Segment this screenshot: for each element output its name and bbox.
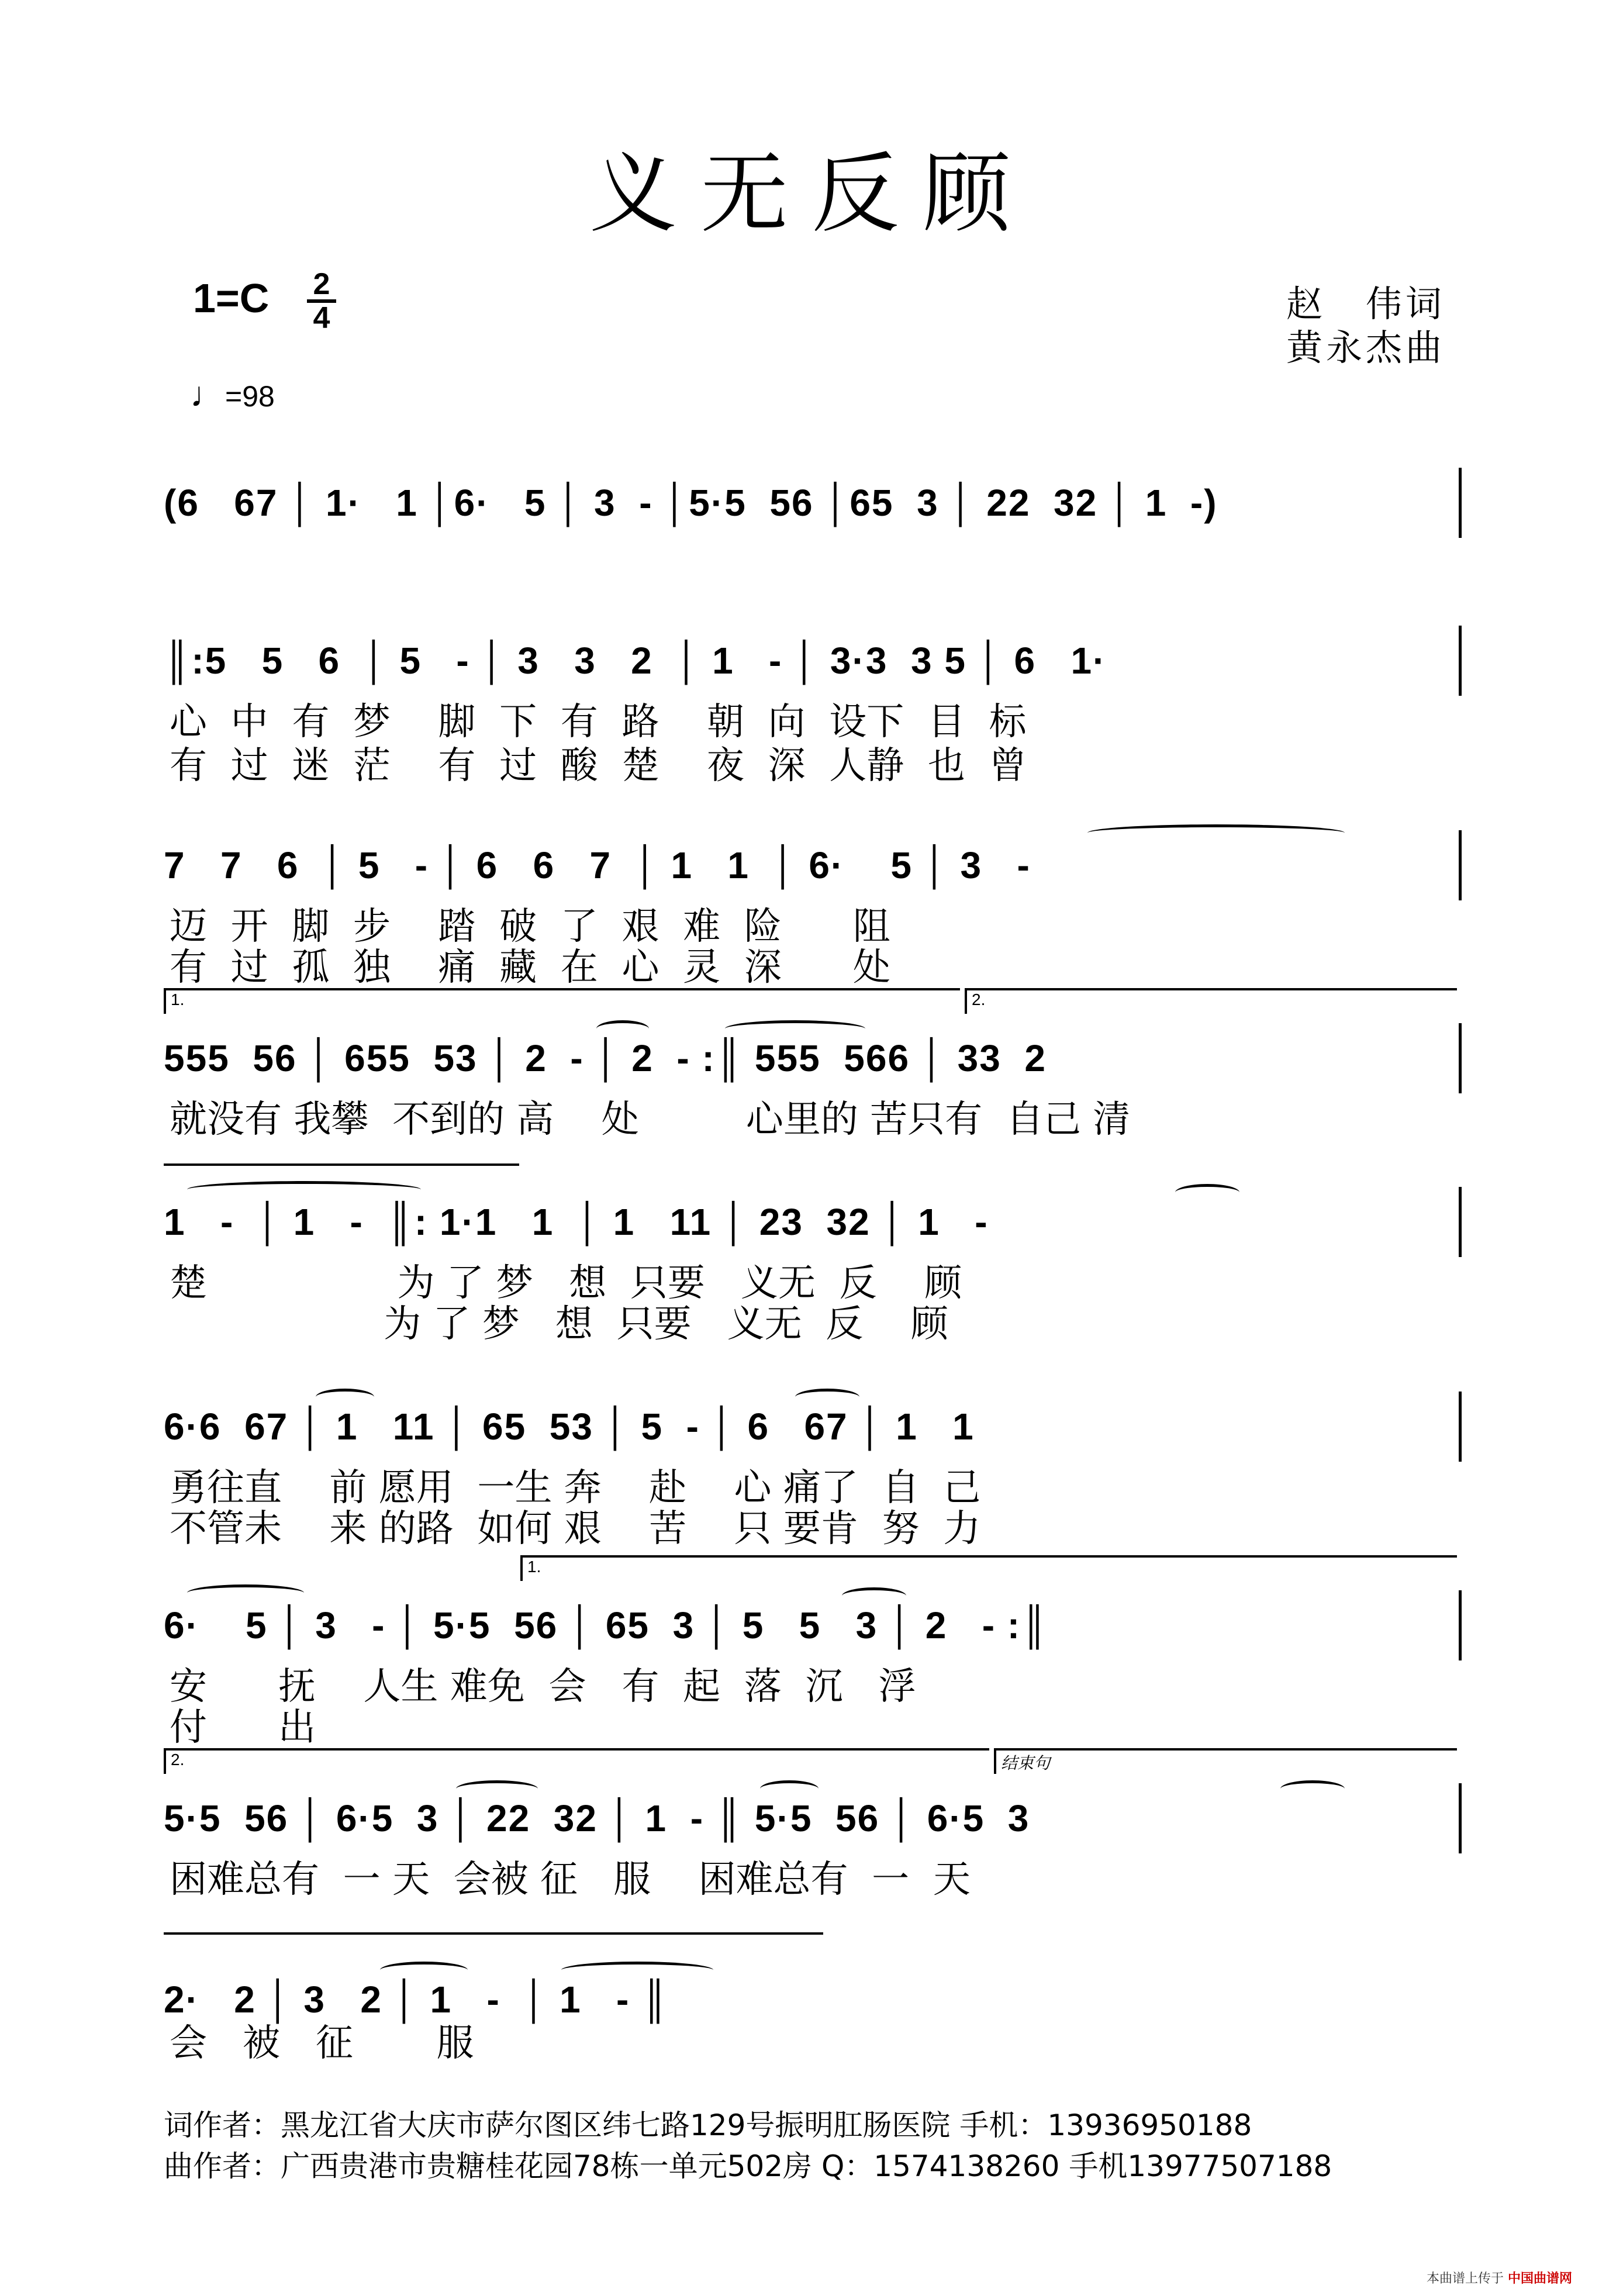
barline-end: [1459, 1187, 1462, 1257]
stave-2: [164, 830, 1462, 994]
barline-end: [1459, 1023, 1462, 1093]
stave-notes: 7 7 6 │ 5 - │ 6 6 7 │ 1 1 │ 6· 5 │ 3 -: [164, 844, 1031, 886]
stave-notes: 6· 5 │ 3 - │ 5·5 56 │ 65 3 │ 5 5 3 │ 2 - :║: [164, 1604, 1049, 1646]
stave-1: [164, 626, 1462, 801]
time-signature-bottom: 4: [313, 301, 330, 335]
lyrics-verse-1: 困难总有 一 天 会被 征 服 困难总有 一 天: [170, 1858, 971, 1901]
volta-first-ending: 1.: [164, 988, 960, 1014]
lyrics-verse-2: 为 了 梦 想 只要 义无 反 顾: [170, 1303, 948, 1346]
time-signature-top: 2: [313, 267, 330, 301]
stave-notes: ║:5 5 6 │ 5 - │ 3 3 2 │ 1 - │ 3·3 3 5 │ 6 1·: [164, 640, 1107, 682]
lyrics-verse-1: 安 抚 人生 难免 会 有 起 落 沉 浮: [170, 1665, 916, 1708]
lyricist-credit: 赵 伟词: [1286, 282, 1446, 325]
stave-notes: 555 56 │ 655 53 │ 2 - │ 2 - :║ 555 566 │ 33 2: [164, 1037, 1047, 1079]
stave-3: [164, 990, 1462, 1158]
barline-end: [1459, 1590, 1462, 1660]
lyricist-contact: 词作者：黑龙江省大庆市萨尔图区纬七路129号振明肛肠医院 手机：13936950188: [164, 2108, 1252, 2142]
composer-credit: 黄永杰曲: [1286, 326, 1446, 369]
song-title: 义无反顾: [589, 143, 1034, 245]
volta-second-ending: 2.: [965, 988, 1457, 1014]
lyrics-verse-1: 就没有 我攀 不到的 高 处 心里的 苦只有 自己 清: [170, 1098, 1131, 1141]
lyrics-verse-1: 楚 为 了 梦 想 只要 义无 反 顾: [170, 1262, 962, 1305]
barline-end: [1459, 1392, 1462, 1462]
time-signature: [307, 267, 336, 335]
barline-end: [1459, 626, 1462, 696]
barline-end: [1459, 830, 1462, 900]
stave-notes: 2· 2 │ 3 2 │ 1 - │ 1 - ║: [164, 1979, 669, 2021]
watermark: [1427, 2269, 1572, 2287]
stave-notes: (6 67 │ 1· 1 │6· 5 │ 3 - │5·5 56 │65 3 │ 22 32 │ 1 -): [164, 482, 1218, 524]
lyrics-verse-1: 会 被 征 服: [170, 2022, 474, 2065]
lyrics-verse-2: 付 出: [170, 1706, 316, 1749]
lyrics-verse-2: 有 过 孤 独 痛 藏 在 心 灵 深 处: [170, 946, 890, 989]
watermark-text: 本曲谱上传于: [1427, 2271, 1504, 2286]
tie-line: [164, 1163, 519, 1166]
stave-notes: 5·5 56 │ 6·5 3 │ 22 32 │ 1 - ║ 5·5 56 │ 6·5 3: [164, 1797, 1030, 1839]
volta-first-ending: 1.: [520, 1555, 1457, 1581]
stave-4: [164, 1187, 1462, 1362]
key-signature: 1=C: [193, 275, 270, 321]
volta-second-ending: 2.: [164, 1748, 989, 1774]
stave-7: [164, 1751, 1462, 1918]
composer-contact: 曲作者：广西贵港市贵糖桂花园78栋一单元502房 Q：1574138260 手机13977507188: [164, 2149, 1332, 2183]
lyrics-verse-1: 心 中 有 梦 脚 下 有 路 朝 向 设下 目 标: [170, 700, 1027, 744]
stave-5: [164, 1392, 1462, 1555]
quarter-note-icon: ♩: [190, 375, 225, 414]
barline-end: [1459, 468, 1462, 538]
barline-end: [1459, 1783, 1462, 1853]
tie-line: [164, 1932, 823, 1935]
stave-intro: [164, 468, 1462, 550]
lyrics-verse-2: 不管未 来 的路 如何 艰 苦 只 要肯 努 力: [170, 1507, 981, 1551]
tempo-value: =98: [225, 380, 275, 413]
tempo-marking: [190, 374, 275, 415]
stave-notes: 6·6 67 │ 1 11 │ 65 53 │ 5 - │ 6 67 │ 1 1: [164, 1406, 975, 1448]
stave-8: [164, 1964, 1462, 2093]
lyrics-verse-1: 迈 开 脚 步 踏 破 了 艰 难 险 阻: [170, 905, 890, 948]
stave-6: [164, 1558, 1462, 1760]
lyrics-verse-1: 勇往直 前 愿用 一生 奔 赴 心 痛了 自 己: [170, 1466, 981, 1510]
lyrics-verse-2: 有 过 迷 茫 有 过 酸 楚 夜 深 人静 也 曾: [170, 744, 1027, 788]
watermark-brand: 中国曲谱网: [1508, 2271, 1573, 2286]
stave-notes: 1 - │ 1 - ║: 1·1 1 │ 1 11 │ 23 32 │ 1 -: [164, 1201, 989, 1243]
ending-phrase-marker: 结束句: [994, 1748, 1457, 1774]
